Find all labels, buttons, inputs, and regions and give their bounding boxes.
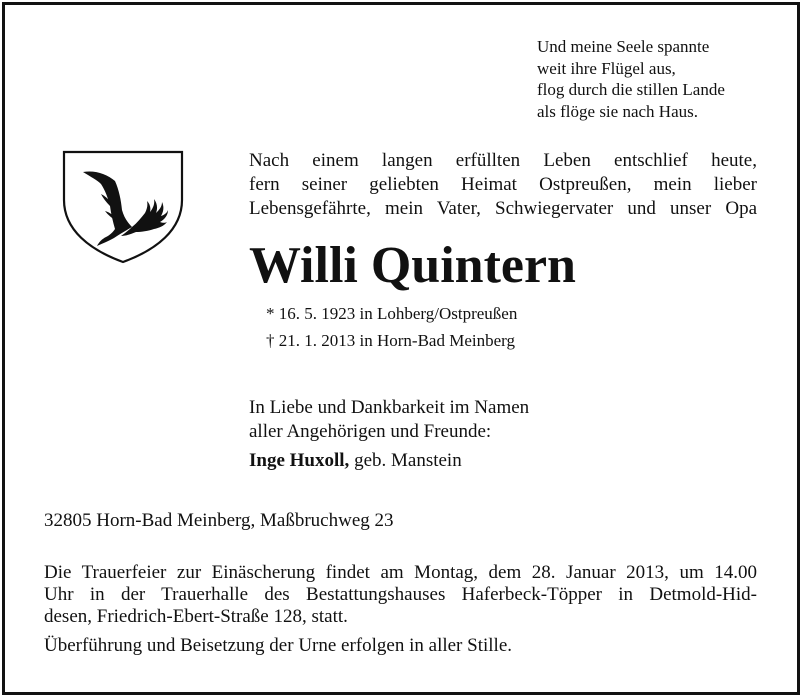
notice-line: Die Trauerfeier zur Einäscherung findet am Montag, dem 28. Januar 2013, um 14.00 [44,562,757,583]
address: 32805 Horn-Bad Meinberg, Maßbruchweg 23 [44,510,394,531]
intro-line: Lebensgefährte, mein Vater, Schwiegervater und unser Opa [249,198,757,219]
intro-text [249,149,757,221]
poem-line: flog durch die stillen Lande [537,80,725,99]
thanks-line: aller Angehörigen und Freunde: [249,421,492,442]
intro-line: fern seiner geliebten Heimat Ostpreußen, mein lieber [249,174,757,195]
thanks-line: In Liebe und Dankbarkeit im Namen [249,397,530,418]
death-date: † 21. 1. 2013 in Horn-Bad Meinberg [266,331,515,350]
signer-maiden-name: geb. Manstein [349,450,462,471]
poem-line: weit ihre Flügel aus, [537,58,676,78]
life-dates [266,300,517,354]
signer-name: Inge Huxoll, [249,450,350,471]
poem-line: Und meine Seele spannte [537,37,710,56]
notice-line: Uhr in der Trauerhalle des Bestattungshauses Haferbeck-Töpper in Detmold-Hid- [44,584,757,605]
thanks-text [249,396,529,444]
deceased-name: Willi Quintern [249,237,576,294]
intro-line: Nach einem langen erfüllten Leben entschlief heute, [249,150,757,171]
poem [537,36,725,122]
poem-line: als flöge sie nach Haus. [537,101,698,121]
birth-date: * 16. 5. 1923 in Lohberg/Ostpreußen [266,304,518,323]
notice-line: desen, Friedrich-Ebert-Straße 128, statt. [44,606,348,627]
urn-notice: Überführung und Beisetzung der Urne erfolgen in aller Stille. [44,635,512,656]
elk-antler-crest-icon [61,150,185,264]
funeral-notice [44,562,757,628]
signer [249,448,462,474]
